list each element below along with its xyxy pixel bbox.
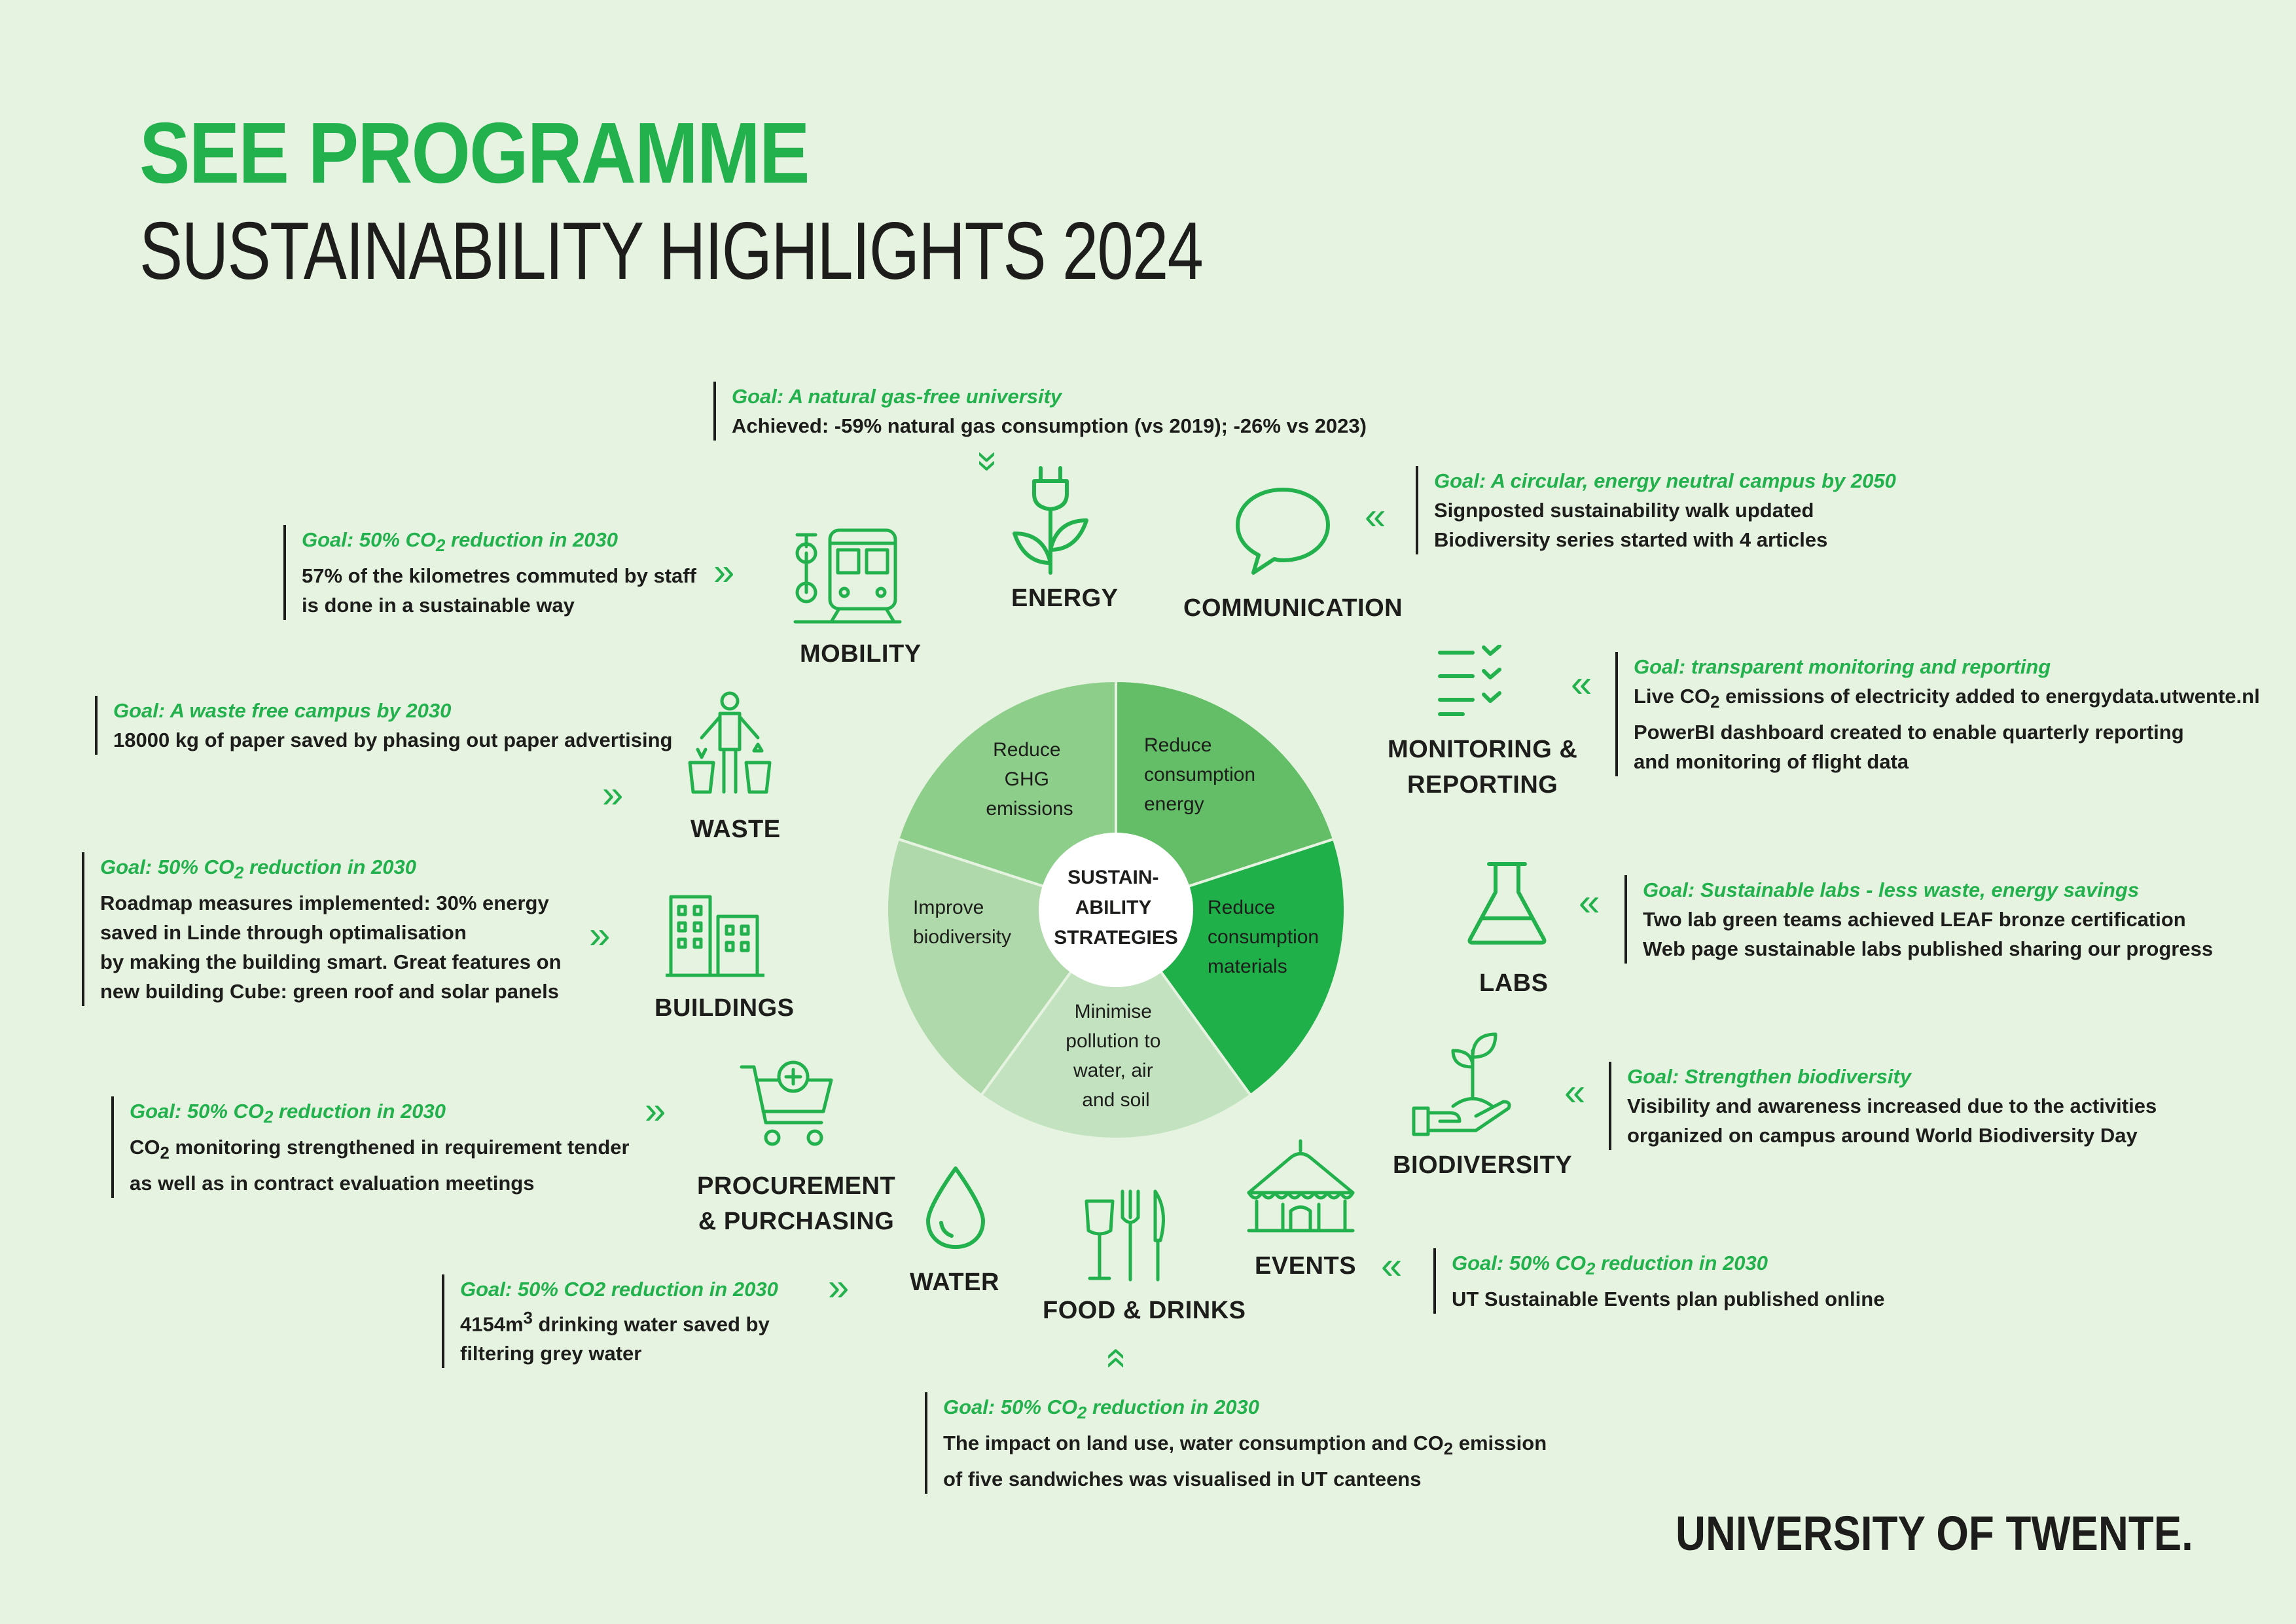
water-goal: Goal: 50% CO2 reduction in 2030: [460, 1278, 778, 1301]
chevron-left-icon: «: [1381, 1244, 1403, 1287]
energy-info: [713, 382, 1367, 441]
procurement-info: Goal: 50% $CO_2$ reduction in 2030 $CO_2$ monitoring strengthened in requirement tender as well as in contract evaluation meetings: [111, 1096, 630, 1198]
events-label: EVENTS: [1255, 1252, 1357, 1280]
labs-info: Goal: Sustainable labs - less waste, energy savings Two lab green teams achieved LEAF bronze certification Web page sustainable labs published sharing our progress: [1624, 875, 2213, 964]
water-info: Goal: 50% CO2 reduction in 2030 $4154m^3$ drinking water saved by filtering grey water: [442, 1274, 778, 1368]
buildings-info: Goal: 50% $CO_2$ reduction in 2030 Roadmap measures implemented: 30% energy saved in Linde through optimalisation by making the building smart. Great features on new building Cube: green roof and solar panels: [82, 852, 562, 1006]
wheel-label-biodiversity: Improve biodiversity: [913, 897, 1012, 948]
glass-cutlery-icon: [1083, 1188, 1172, 1283]
procurement-goal: Goal: 50% $CO_2$ reduction in 2030: [130, 1100, 446, 1127]
labs-label: LABS: [1479, 969, 1549, 997]
biodiversity-goal: Goal: Strengthen biodiversity: [1627, 1065, 1912, 1088]
page-title: SEE PROGRAMME: [139, 105, 809, 201]
chevron-left-icon: «: [1365, 495, 1386, 537]
buildings-label: BUILDINGS: [655, 994, 795, 1022]
strategy-wheel: [887, 681, 1345, 1139]
waste-label: WASTE: [691, 816, 781, 843]
checklist-icon: [1437, 645, 1509, 717]
chevron-right-icon: »: [589, 914, 611, 956]
buildings-goal: Goal: 50% $CO_2$ reduction in 2030: [100, 856, 416, 883]
food-label: FOOD & DRINKS: [1043, 1297, 1246, 1324]
speech-bubble-icon: [1234, 484, 1332, 576]
monitoring-info: Goal: transparent monitoring and reporting Live $CO_2$ emissions of electricity added to energydata.utwente.nl PowerBI dashboard created to enable quarterly reporting and monitoring of flight data: [1615, 652, 2260, 776]
plug-plant-icon: [1011, 465, 1090, 576]
wheel-label-energy: Reduce consumption energy: [1144, 734, 1256, 815]
water-drop-icon: [923, 1165, 988, 1250]
chevron-left-icon: «: [1564, 1071, 1586, 1113]
procurement-label: PROCUREMENT & PURCHASING: [697, 1172, 896, 1235]
communication-goal: Goal: A circular, energy neutral campus by 2050: [1434, 469, 1896, 492]
page-subtitle: SUSTAINABILITY HIGHLIGHTS 2024: [139, 206, 1203, 297]
communication-label: COMMUNICATION: [1183, 594, 1403, 622]
mobility-info: Goal: 50% $CO_2$ reduction in 2030 57% of the kilometres commuted by staff is done in a sustainable way: [283, 525, 696, 620]
biodiversity-label: BIODIVERSITY: [1393, 1151, 1573, 1179]
flask-icon: [1466, 861, 1548, 946]
biodiversity-info: Goal: Strengthen biodiversity Visibility and awareness increased due to the activities organized on campus around World Biodiversity Day: [1609, 1062, 2157, 1150]
wheel-label-ghg: Reduce GHG emissions: [986, 739, 1073, 820]
wheel-label-materials: Reduce consumption materials: [1208, 897, 1319, 977]
communication-info: Goal: A circular, energy neutral campus by 2050 Signposted sustainability walk updated Biodiversity series started with 4 articles: [1416, 466, 1896, 554]
waste-goal: Goal: A waste free campus by 2030: [113, 699, 452, 722]
hand-sprout-icon: [1410, 1031, 1515, 1139]
chevron-right-icon: »: [602, 773, 624, 816]
tent-icon: [1244, 1139, 1358, 1234]
shopping-cart-icon: [740, 1060, 838, 1149]
wheel-center-line: STRATEGIES: [1054, 927, 1178, 948]
university-logo: UNIVERSITY OF TWENTE.: [1676, 1506, 2193, 1561]
waste-info: Goal: A waste free campus by 2030 18000 kg of paper saved by phasing out paper advertising: [95, 696, 672, 755]
labs-goal: Goal: Sustainable labs - less waste, energy savings: [1643, 878, 2140, 901]
energy-goal: Goal: A natural gas-free university: [732, 385, 1062, 408]
chevron-right-icon: »: [645, 1089, 666, 1132]
monitoring-label: MONITORING & REPORTING: [1388, 736, 1578, 799]
chevron-left-icon: «: [1571, 662, 1592, 705]
water-label: WATER: [910, 1269, 999, 1296]
energy-label: ENERGY: [1011, 585, 1119, 612]
chevron-up-icon: »: [1092, 1347, 1135, 1369]
wheel-center-line: ABILITY: [1075, 897, 1151, 918]
food-goal: Goal: 50% $CO_2$ reduction in 2030: [943, 1396, 1259, 1423]
events-info: Goal: 50% $CO_2$ reduction in 2030 UT Sustainable Events plan published online: [1433, 1248, 1884, 1314]
mobility-goal: Goal: 50% $CO_2$ reduction in 2030: [302, 528, 618, 556]
person-bins-icon: [687, 691, 772, 795]
food-info: Goal: 50% $CO_2$ reduction in 2030 The impact on land use, water consumption and $CO_2$ emission of five sandwiches was visualised in UT canteens: [925, 1392, 1547, 1494]
buildings-icon: [664, 893, 766, 979]
monitoring-goal: Goal: transparent monitoring and reporting: [1634, 655, 2051, 678]
chevron-right-icon: »: [713, 550, 735, 593]
wheel-label-pollution: Minimise pollution to water, air and soil: [1066, 1001, 1161, 1111]
chevron-right-icon: »: [828, 1266, 850, 1308]
events-goal: Goal: 50% $CO_2$ reduction in 2030: [1452, 1252, 1768, 1279]
bike-train-icon: [792, 527, 903, 625]
mobility-label: MOBILITY: [800, 640, 922, 668]
energy-text: Achieved: -59% natural gas consumption (vs 2019); -26% vs 2023): [732, 414, 1367, 437]
chevron-down-icon: »: [968, 450, 1011, 473]
chevron-left-icon: «: [1579, 881, 1600, 924]
wheel-center-line: SUSTAIN-: [1067, 867, 1159, 888]
